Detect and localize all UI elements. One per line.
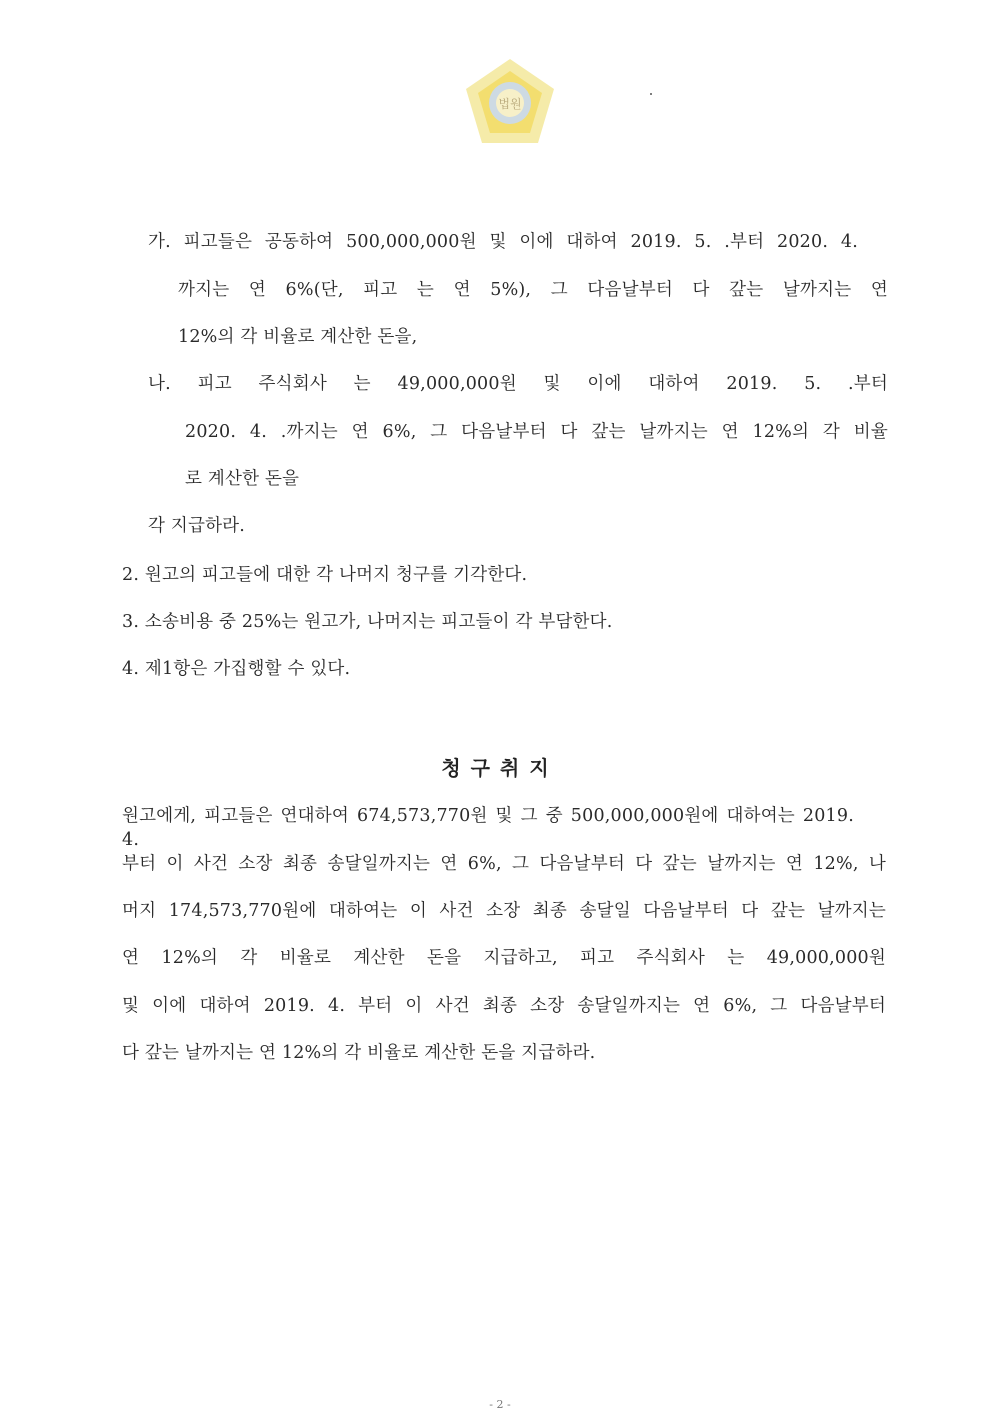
claim-line-1: 원고에게, 피고들은 연대하여 674,573,770원 및 그 중 500,000,000원에 대하여는 2019. 4.	[122, 806, 854, 850]
order-item-1a-line-3: 12%의 각 비율로 계산한 돈을,	[178, 327, 418, 347]
claim-line-5: 및 이에 대하여 2019. 4. 부터 이 사건 최종 소장 송달일까지는 연 6%, 그 다음날부터	[122, 996, 886, 1016]
order-item-1a-line-2: 까지는 연 6%(단, 피고 는 연 5%), 그 다음날부터 다 갚는 날까지는 연	[178, 280, 888, 300]
seal-text: 법원	[498, 97, 522, 111]
order-item-2: 2. 원고의 피고들에 대한 각 나머지 청구를 기각한다.	[122, 565, 528, 585]
court-seal-icon	[462, 55, 558, 147]
order-item-1b-line-3: 로 계산한 돈을	[185, 469, 300, 489]
court-seal-emblem	[462, 55, 558, 147]
claim-line-6: 다 갚는 날까지는 연 12%의 각 비율로 계산한 돈을 지급하라.	[122, 1043, 596, 1063]
order-item-4: 4. 제1항은 가집행할 수 있다.	[122, 659, 351, 679]
claim-line-4: 연 12%의 각 비율로 계산한 돈을 지급하고, 피고 주식회사 는 49,000,000원	[122, 948, 886, 968]
order-item-1b-line-1: 나. 피고 주식회사 는 49,000,000원 및 이에 대하여 2019. 5. .부터	[148, 374, 888, 394]
order-item-1-close: 각 지급하라.	[148, 516, 246, 536]
claim-line-2: 부터 이 사건 소장 최종 송달일까지는 연 6%, 그 다음날부터 다 갚는 날까지는 연 12%, 나	[122, 854, 886, 874]
claim-heading: 청구취지	[441, 756, 559, 780]
page-number: - 2 -	[489, 1398, 511, 1411]
claim-line-3: 머지 174,573,770원에 대하여는 이 사건 소장 최종 송달일 다음날부터 다 갚는 날까지는	[122, 901, 886, 921]
scan-speck	[650, 93, 652, 95]
order-item-3: 3. 소송비용 중 25%는 원고가, 나머지는 피고들이 각 부담한다.	[122, 612, 613, 632]
order-item-1b-line-2: 2020. 4. .까지는 연 6%, 그 다음날부터 다 갚는 날까지는 연 12%의 각 비율	[185, 422, 888, 442]
order-item-1a-line-1: 가. 피고들은 공동하여 500,000,000원 및 이에 대하여 2019. 5. .부터 2020. 4.	[148, 232, 858, 252]
